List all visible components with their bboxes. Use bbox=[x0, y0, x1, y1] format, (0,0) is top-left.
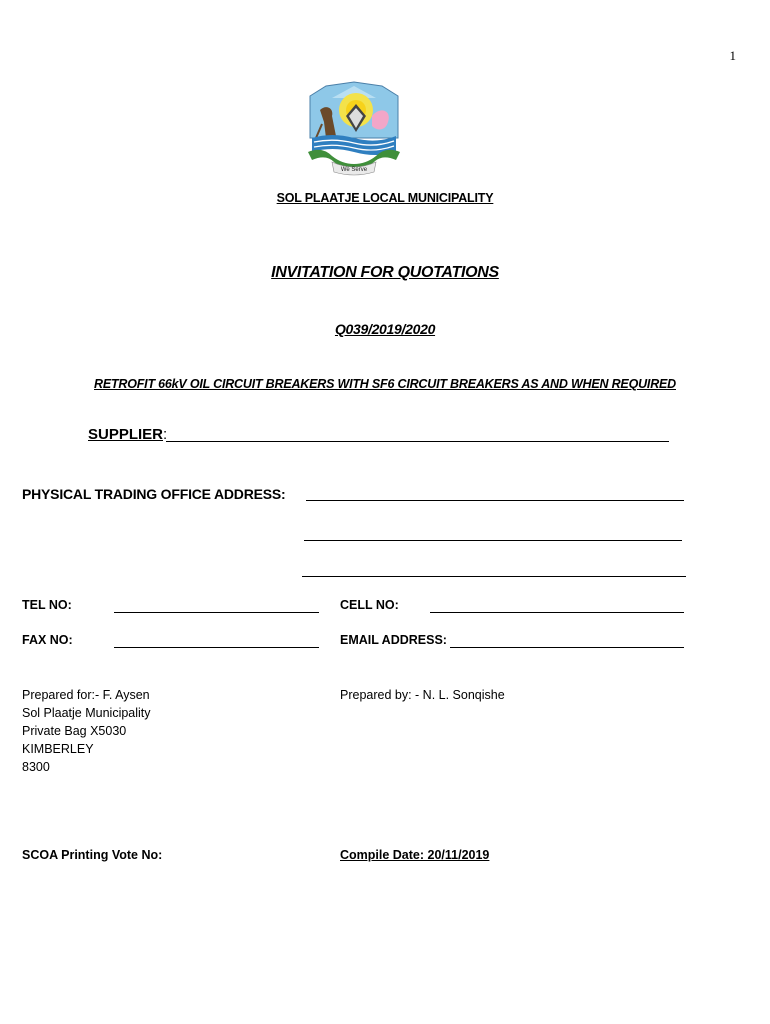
coat-of-arms-icon bbox=[302, 80, 406, 180]
email-field[interactable] bbox=[450, 647, 684, 648]
prepared-for-organisation: Sol Plaatje Municipality bbox=[22, 706, 151, 720]
prepared-for-postal: Private Bag X5030 bbox=[22, 724, 127, 738]
quotation-description: RETROFIT 66kV OIL CIRCUIT BREAKERS WITH SF6 CIRCUIT BREAKERS AS AND WHEN REQUIRED bbox=[94, 377, 676, 391]
prepared-for-block bbox=[22, 686, 151, 776]
email-label: EMAIL ADDRESS: bbox=[340, 633, 447, 647]
supplier-label: SUPPLIER: bbox=[88, 426, 168, 443]
tel-field[interactable] bbox=[114, 612, 319, 613]
logo-motto: We Serve bbox=[340, 167, 368, 173]
prepared-for-city: KIMBERLEY bbox=[22, 742, 94, 756]
municipality-name: SOL PLAATJE LOCAL MUNICIPALITY bbox=[276, 191, 494, 205]
fax-field[interactable] bbox=[114, 647, 319, 648]
prepared-for-name: Prepared for:- F. Aysen bbox=[22, 688, 150, 702]
quotation-reference: Q039/2019/2020 bbox=[334, 321, 436, 337]
vote-number-label: SCOA Printing Vote No: bbox=[22, 848, 163, 862]
document-title: INVITATION FOR QUOTATIONS bbox=[271, 264, 499, 281]
fax-label: FAX NO: bbox=[22, 633, 73, 647]
address-field-line-3[interactable] bbox=[302, 576, 686, 577]
address-field-line-2[interactable] bbox=[304, 540, 682, 541]
prepared-for-code: 8300 bbox=[22, 760, 50, 774]
municipal-logo bbox=[302, 80, 406, 180]
page-number: 1 bbox=[729, 48, 736, 63]
cell-field[interactable] bbox=[430, 612, 684, 613]
prepared-by: Prepared by: - N. L. Sonqishe bbox=[340, 688, 505, 702]
cell-label: CELL NO: bbox=[340, 598, 399, 612]
supplier-field[interactable] bbox=[166, 441, 669, 442]
tel-label: TEL NO: bbox=[22, 598, 72, 612]
address-label: PHYSICAL TRADING OFFICE ADDRESS: bbox=[22, 486, 286, 502]
compile-date: Compile Date: 20/11/2019 bbox=[340, 848, 490, 862]
address-field-line-1[interactable] bbox=[306, 500, 684, 501]
